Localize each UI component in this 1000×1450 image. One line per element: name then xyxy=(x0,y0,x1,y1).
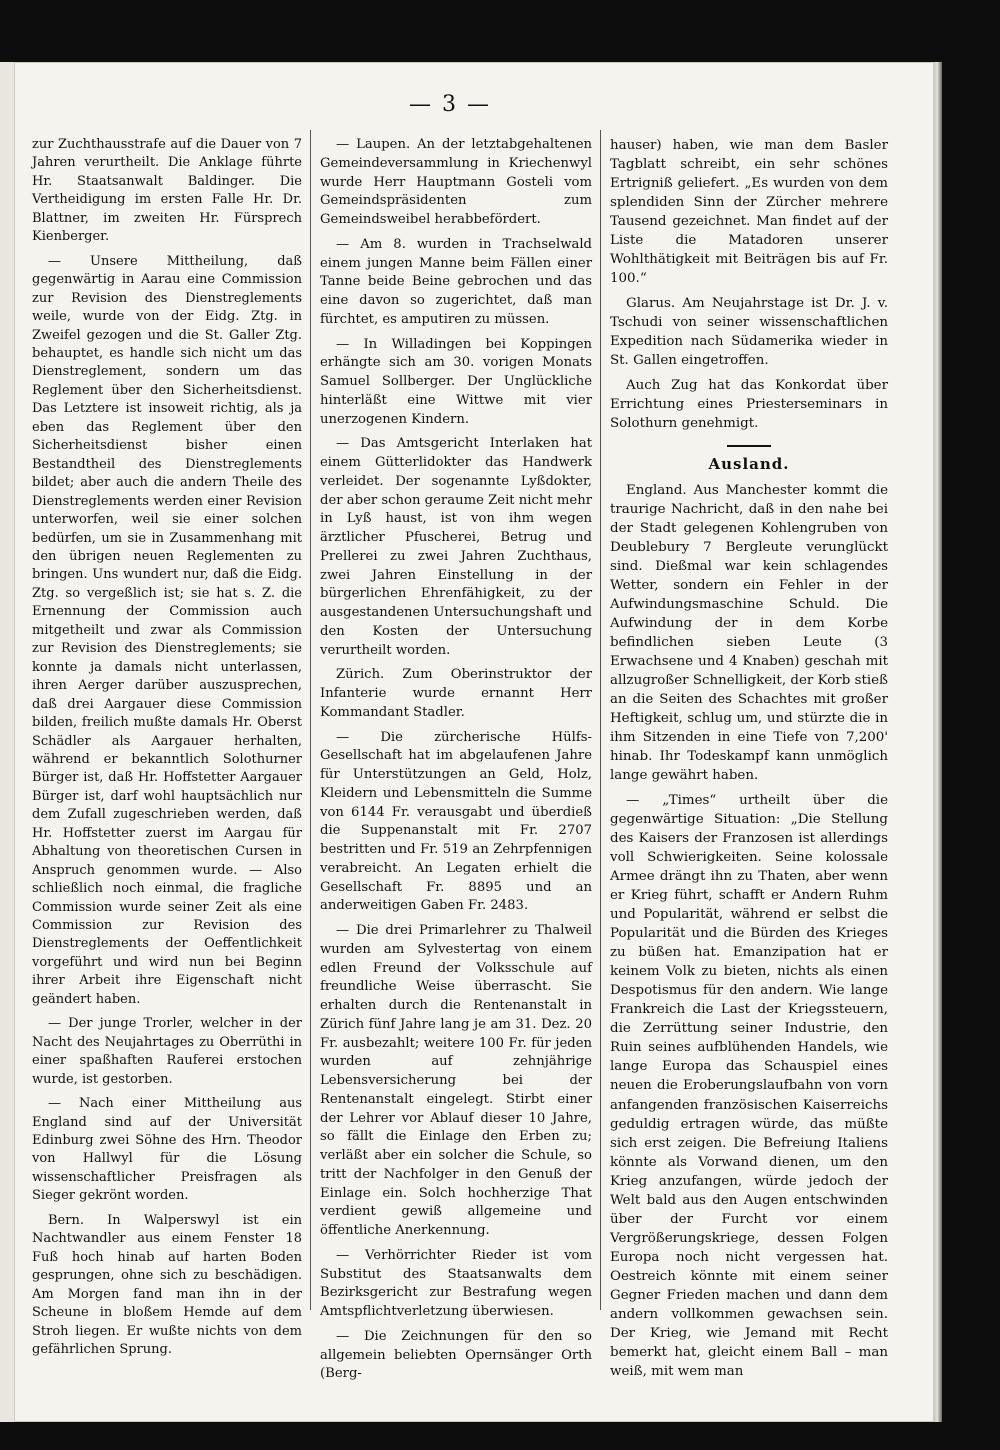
paragraph: Bern. In Walperswyl ist ein Nachtwandler aus einem Fenster 18 Fuß hoch hinab auf harten Boden gesprungen, ohne sich zu beschädigen. Am Morgen fand man ihn in der Scheune in bloßem Hemde auf dem Stroh liegen. Er wußte nichts von dem gefährlichen Sprung. xyxy=(32,1212,302,1357)
paragraph: Auch Zug hat das Konkordat über Errichtung eines Priesterseminars in Solothurn genehmigt. xyxy=(610,378,888,432)
paragraph: — Die drei Primarlehrer zu Thalweil wurden am Sylvestertag von einem edlen Freund der Volksschule auf freundliche Weise überrascht. Sie erhalten durch die Rentenanstalt in Zürich fünf Jahre lang je am 31. Dez. 20 Fr. ausbezahlt; weitere 100 Fr. für jeden wurden auf zehnjährige Lebensversicherung bei der Rentenanstalt eingelegt. Stirbt einer der Lehrer vor Ablauf dieser 10 Jahre, so fällt die Einlage den Erben zu; verläßt aber ein solcher die Schule, so tritt der Nachfolger in den Genuß der Einlage ein. Solch hochherzige That verdient gewiß allgemeine und öffentliche Anerkennung. xyxy=(320,923,592,1238)
paragraph: — Am 8. wurden in Trachselwald einem jungen Manne beim Fällen einer Tanne beide Beine gebrochen und das eine davon so zugerichtet, daß man fürchtet, es amputiren zu müssen. xyxy=(320,236,592,327)
paragraph: — Das Amtsgericht Interlaken hat einem Gütterlidokter das Handwerk verleidet. Der sogenannte Lyßdokter, der aber schon geraume Zeit nicht mehr in Lyß haust, ist von ihm wegen ärztlicher Pfuscherei, Betrug und Prellerei zu zwei Jahren Zuchthaus, zwei Jahren Einstellung in der bürgerlichen Ehrenfähigkeit, zu der ausgestandenen Untersuchungshaft und den Kosten der Untersuchung verurtheilt worden. xyxy=(320,436,592,658)
paragraph: hauser) haben, wie man dem Basler Tagblatt schreibt, ein sehr schönes Ertrigniß geliefert. „Es wurden von dem splendiden Sinn der Zürcher mehrere Tausend gezeichnet. Man findet auf der Liste die Matadoren unserer Wohlthätigkeit mit Beiträgen bis auf Fr. 100.“ xyxy=(610,138,888,287)
previous-page-edge xyxy=(0,62,14,1422)
paragraph: — In Willadingen bei Koppingen erhängte sich am 30. vorigen Monats Samuel Sollberger. Der Unglückliche hinterläßt eine Wittwe mit vier unerzogenen Kindern. xyxy=(320,336,592,427)
paragraph: — „Times“ urtheilt über die gegenwärtige Situation: „Die Stellung des Kaisers der Franzosen ist allerdings voll Schwierigkeiten. Seine kolossale Armee drängt ihn zu Thaten, aber wenn er Krieg führt, schafft er Andern Ruhm und Popularität, während er selbst die Popularität und die Bürden des Krieges zu büßen hat. Emanzipation hat er keinem Volk zu bieten, nichts als einen Despotismus für den andern. Wie lange Frankreich die Last der Kriegssteuern, die Zerrüttung seiner Industrie, den Ruin seines aufblühenden Handels, wie lange Europa das Schauspiel eines neuen die Eroberungslaufbahn von vorn anfangenden französischen Kaiserreichs geduldig ertragen würde, das müßte sich erst zeigen. Die Befreiung Italiens könnte als Vorwand dienen, um den Krieg anzufangen, würde jedoch der Welt bald aus den Augen entschwinden über der Furcht vor einem Vergrößerungskriege, dessen Folgen Europa noch nicht vergessen hat. Oestreich könnte mit einem seiner Gegner Frieden machen und dann dem andern vollkommen gewachsen sein. Der Krieg, wie Jemand mit Recht bemerkt hat, gleicht einem Ball – man weiß, mit wem man xyxy=(610,793,888,1379)
column-rule-2 xyxy=(600,130,601,1310)
column-rule-1 xyxy=(310,130,311,1310)
paragraph: zur Zuchthausstrafe auf die Dauer von 7 Jahren verurtheilt. Die Anklage führte Hr. Staatsanwalt Baldinger. Die Vertheidigung im ersten Falle Hr. Dr. Blattner, im zweiten Hr. Fürsprech Kienberger. xyxy=(32,137,302,245)
paragraph: — Die zürcherische Hülfs-Gesellschaft hat im abgelaufenen Jahre für Unterstützungen an Geld, Holz, Kleidern und Lebensmitteln die Summe von 6144 Fr. verausgabt und überdieß die Suppenanstalt mit Fr. 2707 bestritten und Fr. 519 an Zehrpfennigen verabreicht. An Legaten erhielt die Gesellschaft Fr. 8895 und an anderweitigen Gaben Fr. 2483. xyxy=(320,729,592,914)
paragraph: — Laupen. An der letztabgehaltenen Gemeindeversammlung in Kriechenwyl wurde Herr Hauptmann Gosteli vom Gemeindspräsidenten zum Gemeindsweibel herabbefördert. xyxy=(320,137,592,227)
page-number: — 3 — xyxy=(409,92,491,117)
paragraph: Zürich. Zum Oberinstruktor der Infanterie wurde ernannt Herr Kommandant Stadler. xyxy=(320,667,592,720)
column-3 xyxy=(610,136,888,1387)
section-heading: Ausland. xyxy=(708,455,790,474)
paragraph: Glarus. Am Neujahrstage ist Dr. J. v. Tschudi von seiner wissenschaftlichen Expedition nach Südamerika wieder in St. Gallen eingetroffen. xyxy=(610,296,888,369)
paragraph: — Unsere Mittheilung, daß gegenwärtig in Aarau eine Commission zur Revision des Dienstreglements weile, wurde von der Eidg. Ztg. in Zweifel gezogen und die St. Galler Ztg. behauptet, es handle sich nicht um das Dienstreglement, sondern um das Reglement über den Sicherheitsdienst. Das Letztere ist insoweit richtig, als ja eben das Reglement über den Sicherheitsdienst bisher einen Bestandtheil des Dienstreglements bildet; aber auch die andern Theile des Dienstreglements werden einer Revision unterworfen, weil sie einer solchen bedürfen, um sie in Zusammenhang mit den übrigen neuen Reglementen zu bringen. Uns wundert nur, daß die Eidg. Ztg. so vergeßlich ist; sie hat s. Z. die Ernennung der Commission auch mitgetheilt und zwar als Commission zur Revision des Dienstreglements; sie konnte ja damals nicht unterlassen, ihren Aerger darüber auszusprechen, daß drei Aargauer diese Commission bilden, freilich mußte damals Hr. Oberst Schädler als Aargauer herhalten, während er bekanntlich Solothurner Bürger ist, daß Hr. Hoffstetter Aargauer Bürger ist, darf wohl hauptsächlich nur dem Zufall zugeschrieben werden, daß Hr. Hoffstetter zuerst im Aargau für Abhaltung von theoretischen Cursen in Anspruch genommen wurde. — Also schließlich noch einmal, die fragliche Commission wurde seiner Zeit als eine Commission zur Revision des Dienstreglements der Oeffentlichkeit vorgeführt und wird nun bei Beginn ihrer Arbeit ihre Eigenschaft nicht geändert haben. xyxy=(32,253,302,1007)
paragraph: — Nach einer Mittheilung aus England sind auf der Universität Edinburg zwei Söhne des Hrn. Theodor von Hallwyl für die Lösung wissenschaftlicher Preisfragen als Sieger gekrönt worden. xyxy=(32,1096,302,1204)
column-1 xyxy=(32,136,302,1365)
paragraph: England. Aus Manchester kommt die traurige Nachricht, daß in den nahe bei der Stadt gelegenen Kohlengruben von Deublebury 7 Bergleute verunglückt sind. Dießmal war kein schlagendes Wetter, sondern ein Fehler in der Aufwindungsmaschine Schuld. Die Aufwindung der in dem Korbe befindlichen sieben Leute (3 Erwachsene und 4 Knaben) geschah mit allzugroßer Schnelligkeit, der Korb stieß an die Seiten des Schachtes mit großer Heftigkeit, schlug um, und stürzte die in ihm Sitzenden in eine Tiefe von 7,200' hinab. Ihr Todeskampf kann unmöglich lange gewährt haben. xyxy=(610,482,888,783)
column-2 xyxy=(320,136,592,1390)
section-divider xyxy=(727,445,771,447)
paragraph: — Der junge Trorler, welcher in der Nacht des Neujahrtages zu Oberrüthi in einer spaßhaften Rauferei erstochen wurde, ist gestorben. xyxy=(32,1016,302,1087)
paragraph: — Verhörrichter Rieder ist vom Substitut des Staatsanwalts dem Bezirksgericht zur Bestrafung wegen Amtspflichtverletzung überwiesen. xyxy=(320,1247,592,1319)
page-edge-shadow xyxy=(934,62,942,1422)
paragraph: — Die Zeichnungen für den so allgemein beliebten Opernsänger Orth (Berg- xyxy=(320,1328,592,1382)
